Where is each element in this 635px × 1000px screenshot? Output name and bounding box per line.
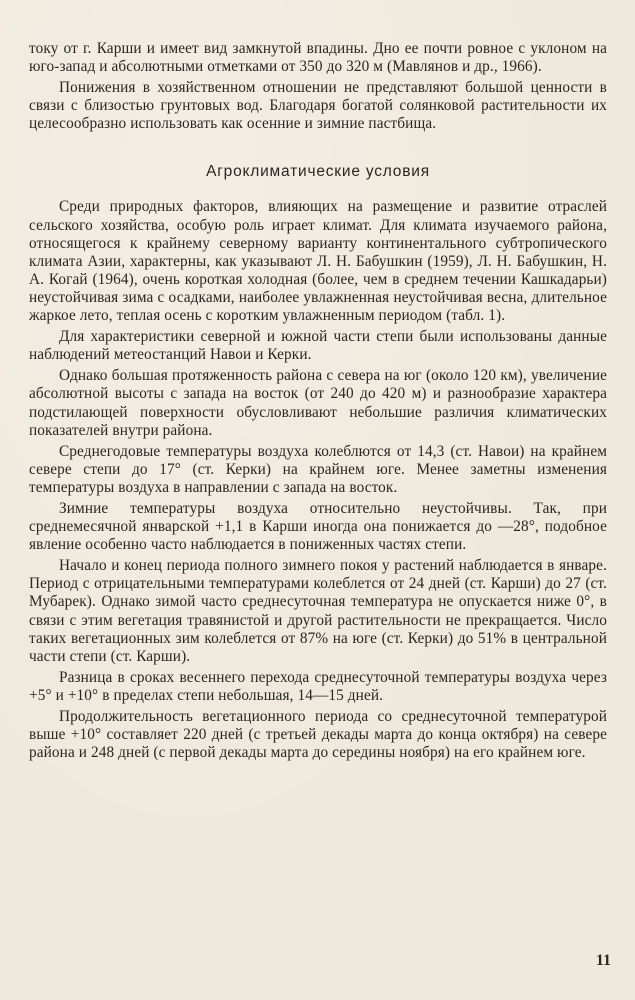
body-paragraph: Разница в сроках весеннего перехода среднесуточной температуры воздуха через +5° и +10° в пределах степи небольшая, 14—15 дней.	[29, 668, 607, 704]
body-paragraph: Среди природных факторов, влияющих на размещение и развитие отраслей сельского хозяйства, особую роль играет климат. Для климата изучаемого района, относящегося к крайнему северному варианту континентального субтропического климата Азии, характерны, как указывают Л. Н. Бабушкин (1959), Л. Н. Бабушкин, Н. А. Когай (1964), очень короткая холодная (более, чем в среднем течении Кашкадарьи) неустойчивая зима с осадками, наиболее увлажненная неустойчивая весна, длительное жаркое лето, теплая осень с коротким увлажненным периодом (табл. 1).	[29, 198, 607, 325]
body-paragraph: Однако большая протяженность района с севера на юг (около 120 км), увеличение абсолютной высоты с запада на восток (от 240 до 420 м) и разнообразие характера подстилающей поверхности обусловливают небольшие различия климатических показателей внутри района.	[29, 367, 607, 439]
intro-paragraph-1: току от г. Карши и имеет вид замкнутой впадины. Дно ее почти ровное с уклоном на юго-запад и абсолютными отметками от 350 до 320 м (Мавлянов и др., 1966).	[29, 40, 607, 76]
body-paragraph: Среднегодовые температуры воздуха колеблются от 14,3 (ст. Навои) на крайнем севере степи до 17° (ст. Керки) на крайнем юге. Менее заметны изменения температуры воздуха в направлении с запада на восток.	[29, 442, 607, 496]
page-number: 11	[595, 952, 611, 969]
section-heading: Агроклиматические условия	[206, 163, 430, 181]
body-paragraph: Начало и конец периода полного зимнего покоя у растений наблюдается в январе. Период с отрицательными температурами колеблется от 24 дней (ст. Карши) до 27 (ст. Мубарек). Однако зимой часто среднесуточная температура не опускается ниже 0°, в связи с этим вегетация травянистой и другой растительности не прекращается. Число таких вегетационных зим колеблется от 87% на юге (ст. Керки) до 51% в центральной части степи (ст. Карши).	[29, 557, 607, 665]
body-paragraph: Для характеристики северной и южной части степи были использованы данные наблюдений метеостанций Навои и Керки.	[29, 328, 607, 364]
intro-paragraph-2: Понижения в хозяйственном отношении не представляют большой ценности в связи с близостью грунтовых вод. Благодаря богатой солянковой растительности их целесообразно использовать как осенние и зимние пастбища.	[29, 79, 607, 133]
body-paragraph: Зимние температуры воздуха относительно неустойчивы. Так, при среднемесячной январской +1,1 в Карши иногда она понижается до —28°, подобное явление особенно часто наблюдается в пониженных частях степи.	[29, 499, 607, 554]
body-paragraph: Продолжительность вегетационного периода со среднесуточной температурой выше +10° составляет 220 дней (с третьей декады марта до конца октября) на севере района и 248 дней (с первой декады марта до середины ноября) на его крайнем юге.	[29, 708, 607, 762]
